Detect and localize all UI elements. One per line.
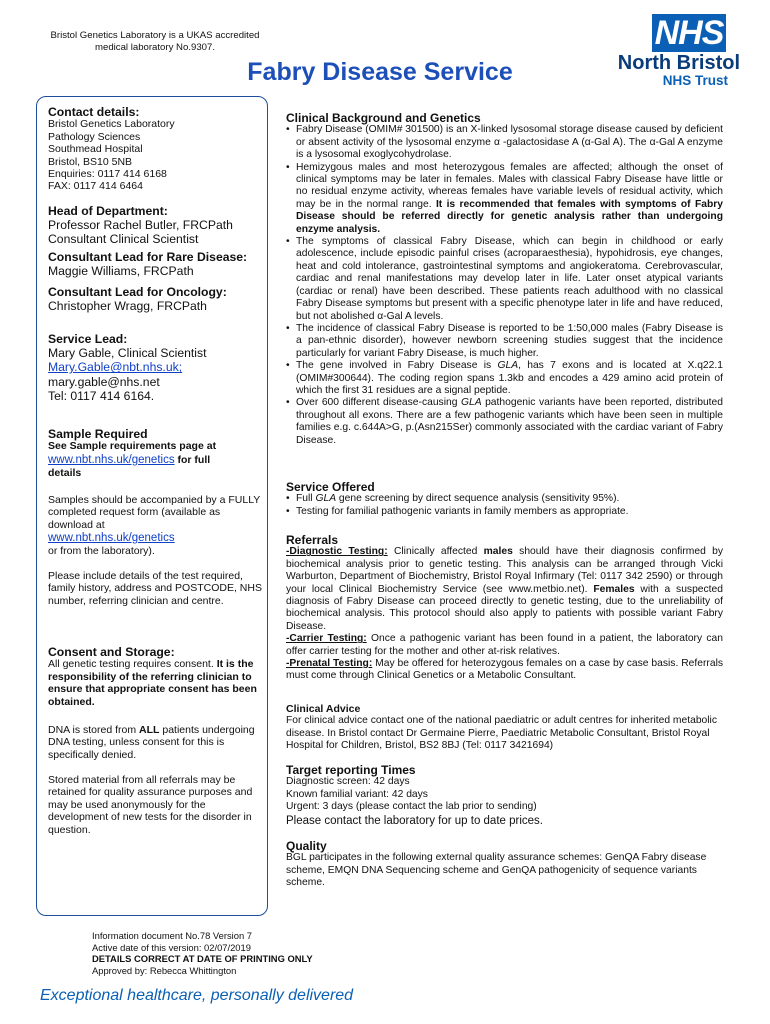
list-item: • Fabry Disease (OMIM# 301500) is an X-linked lysosomal storage disease caused by deficient or absent activity of the lysosomal enzyme α -galactosidase A (α-Gal A). The α-Gal A enzyme is a lysosomal exoglycohydrolase. [286,124,723,161]
consent-text: All genetic testing requires consent. [48,658,217,671]
referral-prenatal [286,658,723,683]
quality-section [286,840,723,890]
list-item [286,162,723,236]
prenatal-label: -Prenatal Testing: [286,658,373,670]
tat-line: Urgent: 3 days (please contact the lab prior to sending) [286,801,537,813]
offered-heading: Service Offered [286,480,375,494]
b5-gene: GLA [497,360,519,372]
service-lead-heading: Service Lead: [48,332,128,346]
accreditation-line-1: Bristol Genetics Laboratory is a UKAS accredited [50,30,260,41]
quality-heading: Quality [286,839,327,853]
dna-storage-text [48,724,263,761]
hod-name: Professor Rachel Butler, FRCPath [48,218,233,233]
b5-a: The gene involved in Fabry Disease is [296,360,498,372]
consent-section [48,646,263,708]
quality-text: BGL participates in the following external quality assurance schemes: GenQA Fabry disease scheme, EMQN DNA Sequencing scheme and GenQA pathogenicity of sequence variants scheme. [286,852,707,889]
service-lead-section [48,332,263,403]
o1-c: gene screening by direct sequence analysis (sensitivity 95%). [336,493,620,505]
r1-a: Clinically affected [387,546,484,558]
advice-heading: Clinical Advice [286,703,361,715]
b6-gene: GLA [460,397,482,409]
referral-carrier [286,633,723,658]
list-item [286,397,723,447]
oncology-name: Christopher Wragg, FRCPath [48,299,207,314]
b2-recommendation: It is recommended that females with symptoms of Fabry Disease should be referred directly for genetic analysis rather than undergoing enzyme analysis. [296,198,723,235]
accreditation-note [40,30,270,54]
document-footer [92,930,313,976]
rare-disease-name: Maggie Williams, FRCPath [48,264,194,279]
r1-c: should have their diagnosis confirmed by biochemical analysis prior to genetic testing. This analysis can be arranged through Vicki Warburton, Department of Biochemistry, Bristol Royal Infirmary (Tel: 0117 342 2590) or through your local Clinical Biochemistry Service (see www.metbio.net). [286,546,723,595]
oncology-section [48,285,263,313]
nhs-logo: NHS [652,14,726,52]
o1-a: Full [296,493,316,505]
contact-section [48,106,263,193]
dna-storage-a: DNA is stored from [48,724,140,736]
reporting-times-section [286,764,723,828]
hod-role: Consultant Clinical Scientist [48,232,199,247]
diagnostic-label: -Diagnostic Testing: [286,546,388,558]
list-item [286,493,723,505]
list-item [286,360,723,397]
genetics-link[interactable]: www.nbt.nhs.uk/genetics [48,453,175,466]
contact-fax: FAX: 0117 414 6464 [48,180,143,193]
clinical-advice-section [286,703,723,753]
sample-paragraph-2: Please include details of the test required, family history, address and POSTCODE, NHS number, referring clinician and centre. [48,570,262,607]
list-item: • Testing for familial pathogenic variants in family members as appropriate. [286,506,723,518]
service-lead-email-link[interactable]: Mary.Gable@nbt.nhs.uk; [48,360,183,375]
service-lead-phone: Tel: 0117 414 6164. [48,388,155,403]
o1-gene: GLA [315,493,337,505]
sample-heading: Sample Required [48,427,148,441]
oncology-heading: Consultant Lead for Oncology: [48,285,227,299]
list-item: • The incidence of classical Fabry Disease is reported to be 1:50,000 males (Fabry Disease is a pan-ethnic disorder), however newborn screening studies suggest that the incidence particularly for variant Fabry Disease, is much higher. [286,323,723,360]
trust-name: North Bristol [617,52,740,74]
referrals-section [286,534,723,683]
r1-e: with a suspected diagnosis of Fabry Disease can proceed directly to genetic testing, due to the unreliability of biochemical analysis. This protocol should also apply to patients with possible variant Fabry Disease. [286,583,723,632]
sample-for-text: for full [174,453,211,466]
referral-diagnostic [286,546,723,633]
trust-subtitle: NHS Trust [662,73,728,88]
contact-heading: Contact details: [48,105,140,119]
rare-disease-section [48,250,263,278]
service-offered-section [286,481,723,518]
service-lead-name: Mary Gable, Clinical Scientist [48,346,207,361]
tat-line: Known familial variant: 42 days [286,788,428,800]
consent-heading: Consent and Storage: [48,645,175,659]
hod-heading: Head of Department: [48,204,168,218]
tat-line: Diagnostic screen: 42 days [286,776,410,788]
stored-material-text: Stored material from all referrals may be retained for quality assurance purposes and may be used anonymously for the development of new tests for the disorder in question. [48,774,253,836]
rare-disease-heading: Consultant Lead for Rare Disease: [48,250,248,264]
b6-a: Over 600 different disease-causing [296,397,461,409]
consent-responsibility: It is the responsibility of the referring clinician to ensure that appropriate consent has been obtained. [48,658,257,708]
page-title: Fabry Disease Service [247,58,513,86]
tagline: Exceptional healthcare, personally delivered [40,987,354,1004]
b5-c: , has 7 exons and is located at X.q22.1 (OMIM#300644). The coding region spans 1.3kb and encodes a 429 amino acid protein of which the first 31 residues are a signal peptide. [296,360,723,396]
contact-line: Pathology Sciences [48,130,141,143]
b6-c: pathogenic variants have been reported, distributed throughout all exons. There are a few pathogenic variants which have been seen in multiple families e.g. c.644A>G, p.(Asn215Ser) commonly associated with the cardiac variant of Fabry Disease. [296,397,723,446]
contact-phone: Enquiries: 0117 414 6168 [48,168,167,181]
r1-females: Females [593,583,635,595]
sample-paragraph-1-end: or from the laboratory). [48,545,155,558]
contact-line: Bristol, BS10 5NB [48,155,133,168]
sample-paragraph-1: Samples should be accompanied by a FULLY completed request form (available as download at [48,494,261,531]
r2-text: Once a pathogenic variant has been found in a patient, the laboratory can offer carrier testing for the mother and other at-risk relatives. [286,633,723,657]
service-lead-email: mary.gable@nhs.net [48,374,160,389]
footer-doc-number: Information document No.78 Version 7 [92,930,252,941]
dna-storage-all: ALL [139,724,160,736]
clinical-background-section [286,112,723,447]
b2-text: Hemizygous males and most heterozygous females are affected; although the onset of clinical symptoms may be later in females. Males with classical Fabry Disease have little or no residual enzyme activity, whereas females have variable levels of residual activity, which may be in the normal range. [296,161,723,210]
sample-instructions [48,494,263,558]
list-item: • The symptoms of classical Fabry Disease, which can begin in childhood or early adolescence, include episodic painful crises (acroparaesthesia), hypohidrosis, eye changes, heat and cold intolerance, gastrointestinal symptoms and angiokeratoma. Cerebrovascular, cardiac and renal manifestations may develop later in life. Later onset atypical variants (cardiac or renal) have been described. These patients reach adulthood with no classical Fabry Disease symptoms but present with a specific phenotype later in life and have reduced, but not abolished α-Gal A levels. [286,236,723,323]
dna-storage-c: patients undergoing DNA testing, unless consent for this is specifically denied. [48,724,255,761]
contact-line: Bristol Genetics Laboratory [48,118,175,131]
sample-section [48,428,263,479]
r3-text: May be offered for heterozygous females on a case by case basis. Referrals must come through Clinical Genetics or a Metabolic Consultant. [286,658,724,682]
r1-males: males [483,546,513,558]
footer-active-date: Active date of this version: 02/07/2019 [92,941,251,953]
sample-details-text: details [48,466,82,479]
contact-line: Southmead Hospital [48,143,143,156]
footer-approved-by: Approved by: Rebecca Whittington [92,964,237,976]
advice-text: For clinical advice contact one of the national paediatric or adult centres for inherited metabolic disease. In Bristol contact Dr Germaine Pierre, Paediatric Metabolic Consultant, Bristol Royal Hospital for Children, Bristol, BS2 8BJ (Tel: 0117 3421694) [286,715,717,752]
clinical-heading: Clinical Background and Genetics [286,111,481,125]
carrier-label: -Carrier Testing: [286,633,367,645]
tat-heading: Target reporting Times [286,763,416,777]
footer-details-note: DETAILS CORRECT AT DATE OF PRINTING ONLY [92,953,313,964]
referrals-heading: Referrals [286,533,339,547]
tat-note: Please contact the laboratory for up to date prices. [286,814,543,827]
accreditation-line-2: medical laboratory No.9307. [95,42,215,53]
head-of-department-section [48,204,263,247]
sample-see-text: See Sample requirements page at [48,440,217,453]
genetics-download-link[interactable]: www.nbt.nhs.uk/genetics [48,532,175,545]
